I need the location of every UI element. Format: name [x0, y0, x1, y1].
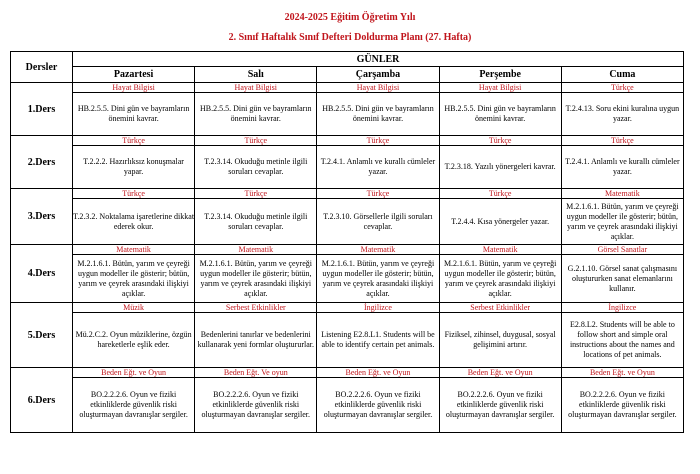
objective-cell: BO.2.2.2.6. Oyun ve fiziki etkinliklerde güvenlik riski oluşturmayan davranışlar sergiler. — [439, 378, 561, 433]
day-header-carsamba: Çarşamba — [317, 67, 439, 83]
lesson-label: 1.Ders — [11, 83, 73, 136]
weekly-plan-table — [10, 51, 684, 433]
subject-cell: Türkçe — [73, 136, 195, 146]
objective-cell: Bedenlerini tanırlar ve bedenlerini kullanarak yeni formlar oluştururlar. — [195, 313, 317, 368]
subject-cell: İngilizce — [317, 303, 439, 313]
day-header-pazartesi: Pazartesi — [73, 67, 195, 83]
subject-cell: Matematik — [195, 245, 317, 255]
subject-cell: Türkçe — [317, 136, 439, 146]
subject-cell: Serbest Etkinlikler — [195, 303, 317, 313]
subject-cell: Görsel Sanatlar — [561, 245, 683, 255]
subject-cell: Matematik — [317, 245, 439, 255]
objective-cell: Listening E2.8.L1. Students will be able to identify certain pet animals. — [317, 313, 439, 368]
objective-cell: HB.2.5.5. Dini gün ve bayramların önemini kavrar. — [195, 93, 317, 136]
objective-cell: T.2.2.2. Hazırlıksız konuşmalar yapar. — [73, 146, 195, 189]
subject-cell: Beden Eğt. Ve oyun — [195, 368, 317, 378]
subject-cell: Türkçe — [439, 136, 561, 146]
subject-cell: Beden Eğt. ve Oyun — [439, 368, 561, 378]
subject-cell: Türkçe — [195, 136, 317, 146]
objective-cell: BO.2.2.2.6. Oyun ve fiziki etkinliklerde güvenlik riski oluşturmayan davranışlar sergiler. — [561, 378, 683, 433]
lesson-row-3-content — [11, 199, 684, 245]
objective-cell: T.2.3.14. Okuduğu metinle ilgili soruları cevaplar. — [195, 146, 317, 189]
subject-cell: Türkçe — [73, 189, 195, 199]
day-header-sali: Salı — [195, 67, 317, 83]
lesson-row-2-content — [11, 146, 684, 189]
lesson-row-6-content — [11, 378, 684, 433]
lesson-row-4-content — [11, 255, 684, 303]
dersler-header: Dersler — [11, 52, 73, 83]
subject-cell: Müzik — [73, 303, 195, 313]
lesson-row-5-subjects — [11, 303, 684, 313]
subject-cell: Beden Eğt. ve Oyun — [561, 368, 683, 378]
day-header-persembe: Perşembe — [439, 67, 561, 83]
objective-cell: BO.2.2.2.6. Oyun ve fiziki etkinliklerde güvenlik riski oluşturmayan davranışlar sergiler. — [73, 378, 195, 433]
objective-cell: T.2.3.18. Yazılı yönergeleri kavrar. — [439, 146, 561, 189]
subject-cell: Serbest Etkinlikler — [439, 303, 561, 313]
objective-cell: BO.2.2.2.6. Oyun ve fiziki etkinliklerde güvenlik riski oluşturmayan davranışlar sergiler. — [317, 378, 439, 433]
lesson-label: 6.Ders — [11, 368, 73, 433]
document-title: 2024-2025 Eğitim Öğretim Yılı — [284, 12, 416, 23]
subject-cell: Matematik — [439, 245, 561, 255]
objective-cell: M.2.1.6.1. Bütün, yarım ve çeyreği uygun modeller ile gösterir; bütün, yarım ve çeyrek arasındaki ilişkiyi açıklar. — [561, 199, 683, 245]
objective-cell: T.2.4.4. Kısa yönergeler yazar. — [439, 199, 561, 245]
subject-cell: İngilizce — [561, 303, 683, 313]
subject-cell: Türkçe — [439, 189, 561, 199]
lesson-row-4-subjects — [11, 245, 684, 255]
subject-cell: Beden Eğt. ve Oyun — [317, 368, 439, 378]
objective-cell: M.2.1.6.1. Bütün, yarım ve çeyreği uygun modeller ile gösterir; bütün, yarım ve çeyrek arasındaki ilişkiyi açıklar. — [317, 255, 439, 303]
lesson-label: 2.Ders — [11, 136, 73, 189]
objective-cell: Fiziksel, zihinsel, duygusal, sosyal gelişimini artırır. — [439, 313, 561, 368]
lesson-row-1-subjects — [11, 83, 684, 93]
objective-cell: BO.2.2.2.6. Oyun ve fiziki etkinliklerde güvenlik riski oluşturmayan davranışlar sergiler. — [195, 378, 317, 433]
subject-cell: Türkçe — [561, 136, 683, 146]
lesson-row-2-subjects — [11, 136, 684, 146]
gunler-header: GÜNLER — [73, 52, 684, 67]
objective-cell: T.2.4.1. Anlamlı ve kurallı cümleler yazar. — [561, 146, 683, 189]
subject-cell: Türkçe — [317, 189, 439, 199]
objective-cell: T.2.3.14. Okuduğu metinle ilgili soruları cevaplar. — [195, 199, 317, 245]
lesson-row-1-content — [11, 93, 684, 136]
objective-cell: E2.8.L2. Students will be able to follow short and simple oral instructions about the names and locations of pet animals. — [561, 313, 683, 368]
subject-cell: Türkçe — [195, 189, 317, 199]
subject-cell: Beden Eğt. ve Oyun — [73, 368, 195, 378]
objective-cell: M.2.1.6.1. Bütün, yarım ve çeyreği uygun modeller ile gösterir; bütün, yarım ve çeyrek arasındaki ilişkiyi açıklar. — [439, 255, 561, 303]
subject-cell: Hayat Bilgisi — [73, 83, 195, 93]
objective-cell: HB.2.5.5. Dini gün ve bayramların önemini kavrar. — [439, 93, 561, 136]
objective-cell: T.2.4.13. Soru ekini kuralına uygun yazar. — [561, 93, 683, 136]
objective-cell: M.2.1.6.1. Bütün, yarım ve çeyreği uygun modeller ile gösterir; bütün, yarım ve çeyrek arasındaki ilişkiyi açıklar. — [73, 255, 195, 303]
day-header-cuma: Cuma — [561, 67, 683, 83]
lesson-row-5-content — [11, 313, 684, 368]
subject-cell: Matematik — [561, 189, 683, 199]
lesson-label: 5.Ders — [11, 303, 73, 368]
objective-cell: HB.2.5.5. Dini gün ve bayramların önemini kavrar. — [73, 93, 195, 136]
lesson-label: 3.Ders — [11, 189, 73, 245]
objective-cell: HB.2.5.5. Dini gün ve bayramların önemini kavrar. — [317, 93, 439, 136]
document-subtitle: 2. Sınıf Haftalık Sınıf Defteri Doldurma Planı (27. Hafta) — [228, 32, 472, 43]
subject-cell: Hayat Bilgisi — [195, 83, 317, 93]
lesson-row-3-subjects — [11, 189, 684, 199]
subject-cell: Türkçe — [561, 83, 683, 93]
objective-cell: Mü.2.C.2. Oyun müziklerine, özgün hareketlerle eşlik eder. — [73, 313, 195, 368]
subject-cell: Hayat Bilgisi — [439, 83, 561, 93]
objective-cell: T.2.3.2. Noktalama işaretlerine dikkat ederek okur. — [73, 199, 195, 245]
subject-cell: Hayat Bilgisi — [317, 83, 439, 93]
subject-cell: Matematik — [73, 245, 195, 255]
objective-cell: M.2.1.6.1. Bütün, yarım ve çeyreği uygun modeller ile gösterir; bütün, yarım ve çeyrek arasındaki ilişkiyi açıklar. — [195, 255, 317, 303]
objective-cell: T.2.3.10. Görsellerle ilgili soruları cevaplar. — [317, 199, 439, 245]
lesson-row-6-subjects — [11, 368, 684, 378]
objective-cell: G.2.1.10. Görsel sanat çalışmasını oluştururken sanat elemanlarını kullanır. — [561, 255, 683, 303]
lesson-label: 4.Ders — [11, 245, 73, 303]
objective-cell: T.2.4.1. Anlamlı ve kurallı cümleler yazar. — [317, 146, 439, 189]
